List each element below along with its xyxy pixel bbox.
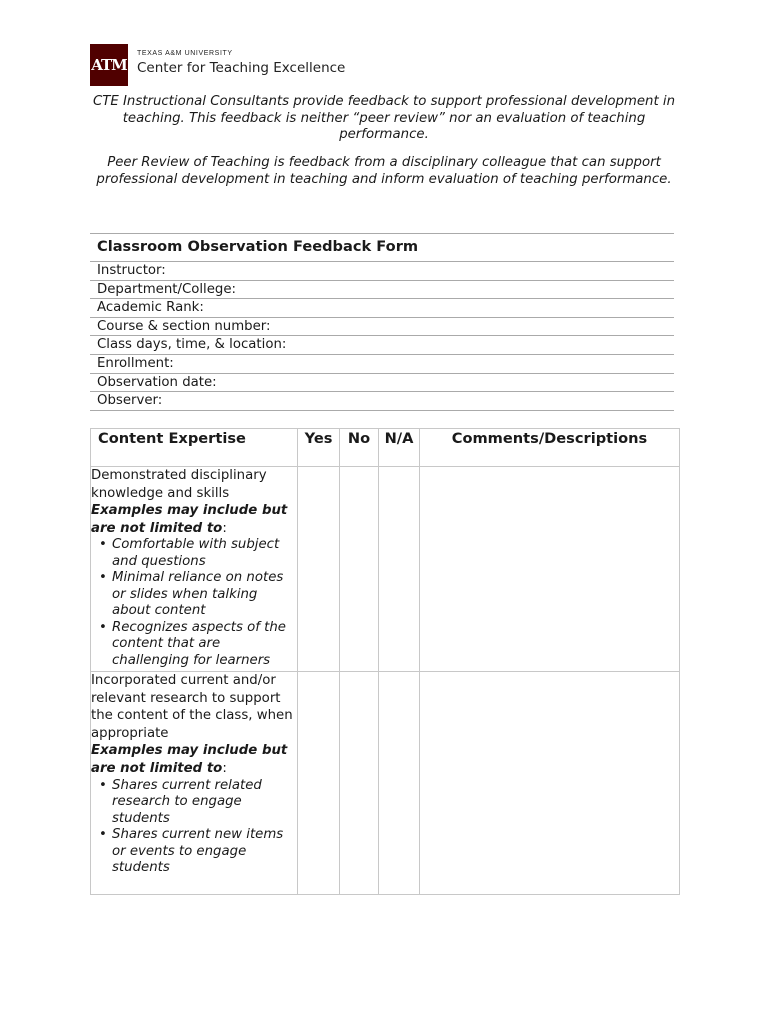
intro-paragraph-consultants: CTE Instructional Consultants provide feedback to support professional development in teaching. This feedback is neither “peer review” nor an evaluation of teaching performance. (92, 94, 676, 142)
examples-suffix: : (222, 520, 227, 536)
bullet-icon: • (99, 570, 107, 586)
comments-cell[interactable] (420, 467, 680, 672)
university-name: TEXAS A&M UNIVERSITY (137, 50, 233, 57)
bullet-icon: • (99, 537, 107, 553)
criterion-text: Demonstrated disciplinary knowledge and skills (91, 468, 267, 501)
examples-list (91, 778, 297, 877)
field-course-section[interactable]: Course & section number: (90, 318, 674, 337)
na-cell[interactable] (379, 672, 420, 895)
field-department-college[interactable]: Department/College: (90, 281, 674, 300)
header-content-expertise: Content Expertise (91, 429, 298, 467)
observation-form (90, 233, 674, 411)
header-text (137, 44, 345, 76)
comments-cell[interactable] (420, 672, 680, 895)
tamu-logo: ATM (90, 44, 128, 86)
intro-paragraph-peer-review: Peer Review of Teaching is feedback from a disciplinary colleague that can support professional development in teaching and inform evaluation of teaching performance. (96, 155, 672, 187)
field-observation-date[interactable]: Observation date: (90, 374, 674, 393)
list-item: • Minimal reliance on notes or slides when talking about content (99, 570, 284, 619)
criterion-text: Incorporated current and/or relevant research to support the content of the class, when appropriate (91, 673, 293, 741)
field-instructor[interactable]: Instructor: (90, 262, 674, 281)
bullet-icon: • (99, 619, 107, 635)
list-item: • Shares current related research to engage students (99, 777, 262, 826)
na-cell[interactable] (379, 467, 420, 672)
header-yes: Yes (298, 429, 340, 467)
field-enrollment[interactable]: Enrollment: (90, 355, 674, 374)
header-no: No (340, 429, 379, 467)
header-na: N/A (379, 429, 420, 467)
table-row (91, 467, 680, 672)
yes-cell[interactable] (298, 672, 340, 895)
examples-label: Examples may include but are not limited to (91, 743, 288, 776)
examples-list (91, 537, 297, 669)
field-observer[interactable]: Observer: (90, 392, 674, 411)
criterion-cell (91, 672, 298, 895)
field-class-days-time-location[interactable]: Class days, time, & location: (90, 336, 674, 355)
bullet-icon: • (99, 777, 107, 793)
examples-suffix: : (222, 760, 227, 776)
list-item: • Comfortable with subject and questions (99, 537, 280, 569)
no-cell[interactable] (340, 467, 379, 672)
no-cell[interactable] (340, 672, 379, 895)
table-row (91, 672, 680, 895)
content-expertise-table (90, 428, 680, 895)
field-academic-rank[interactable]: Academic Rank: (90, 299, 674, 318)
yes-cell[interactable] (298, 467, 340, 672)
list-item: • Shares current new items or events to engage students (99, 827, 284, 876)
header (90, 44, 345, 86)
form-title: Classroom Observation Feedback Form (90, 233, 674, 262)
bullet-icon: • (99, 827, 107, 843)
list-item: • Recognizes aspects of the content that are challenging for learners (99, 619, 286, 668)
table-header-row (91, 429, 680, 467)
center-name: Center for Teaching Excellence (137, 60, 346, 76)
examples-label: Examples may include but are not limited to (91, 503, 288, 536)
header-comments: Comments/Descriptions (420, 429, 680, 467)
criterion-cell (91, 467, 298, 672)
